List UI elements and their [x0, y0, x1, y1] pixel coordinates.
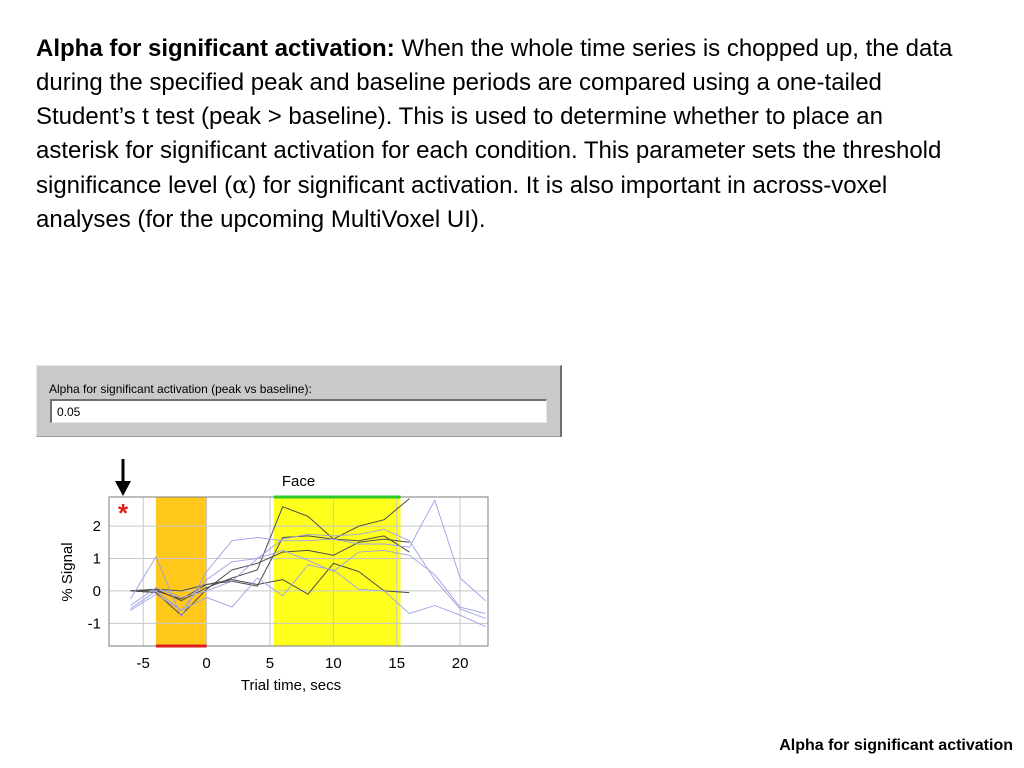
y-axis-label: % Signal	[59, 542, 76, 602]
x-tick-label: 5	[265, 655, 275, 672]
y-tick-label: -1	[87, 615, 101, 633]
y-tick-label: 1	[92, 550, 101, 568]
alpha-field-label: Alpha for significant activation (peak vs baseline):	[49, 382, 312, 396]
description-text-1: When the whole time series is chopped up, the data during the specified peak and baseline periods are compared using a one-tailed Student’s t test (peak > baseline). This is used to determine whether to place an asterisk for significant activation for each condition. This parameter sets the threshold significance level (	[36, 35, 953, 199]
down-arrow-head-icon	[115, 481, 131, 496]
x-tick-label: 15	[388, 655, 406, 672]
chart-title: Face	[281, 473, 316, 490]
slide-footer-title: Alpha for significant activation	[779, 737, 1013, 754]
x-tick-label: -5	[136, 655, 150, 672]
description-text-2: ) for significant activation. It is also important in across-voxel analyses (for the upcoming MultiVoxel UI).	[36, 172, 888, 233]
y-tick-label: 2	[92, 518, 101, 536]
x-tick-label: 20	[451, 655, 469, 672]
alpha-symbol: α	[232, 171, 249, 199]
description-heading: Alpha for significant activation:	[36, 35, 395, 62]
significance-asterisk: *	[117, 498, 129, 528]
x-axis-label: Trial time, secs	[240, 677, 342, 694]
x-tick-label: 10	[325, 655, 342, 672]
x-tick-label: 0	[202, 655, 211, 672]
y-tick-label: 0	[92, 582, 101, 600]
